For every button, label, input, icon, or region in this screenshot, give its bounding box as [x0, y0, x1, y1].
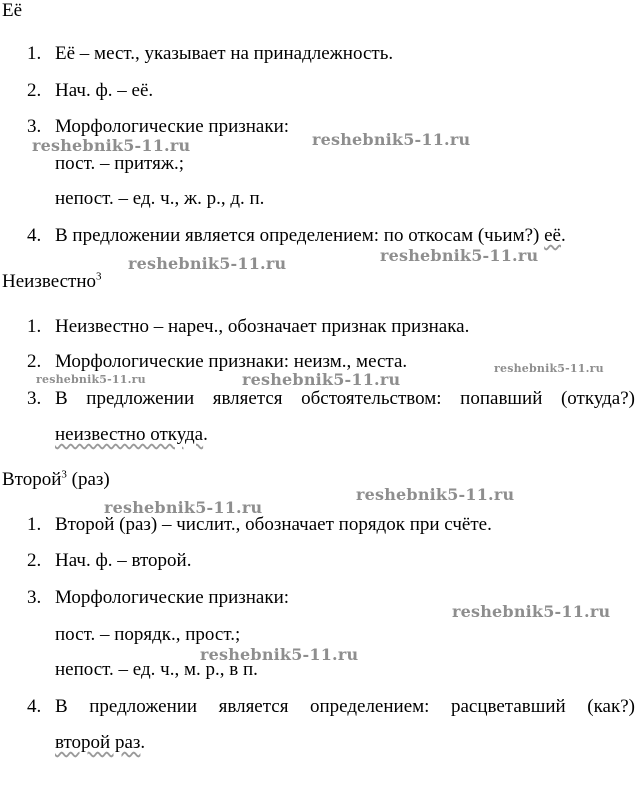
item-text: В предложении является определением: по откосам (чьим?) [55, 225, 545, 246]
section-heading-neizvestno [2, 271, 102, 293]
heading-tail: (раз) [66, 469, 110, 490]
list-item [27, 514, 492, 536]
list-item [27, 316, 469, 338]
sub-line: непост. – ед. ч., ж. р., д. п. [55, 188, 265, 209]
list-item [27, 550, 191, 572]
punct: . [140, 732, 146, 753]
word: В [55, 696, 68, 717]
word: (как?) [587, 696, 635, 717]
item-number: 3. [27, 587, 42, 608]
item-text: Морфологические признаки: [55, 116, 290, 137]
item-number: 3. [27, 116, 42, 137]
sub-line: пост. – порядк., прост.; [55, 624, 241, 645]
item-text: Второй (раз) – числит., обозначает порядок при счёте. [55, 514, 492, 535]
watermark-text: reshebnik5-11.ru [36, 373, 146, 386]
watermark-text: reshebnik5-11.ru [128, 254, 287, 273]
word: обстоятельством: [301, 388, 442, 409]
word: является [218, 696, 289, 717]
heading-text: Неизвестно [2, 271, 96, 292]
word: попавший [460, 388, 543, 409]
marked-phrase: второй раз [55, 732, 141, 753]
list-item [27, 43, 393, 65]
word: расцветавший [450, 696, 566, 717]
watermark-text: reshebnik5-11.ru [32, 136, 191, 155]
word: предложении [89, 696, 198, 717]
watermark-text: reshebnik5-11.ru [200, 645, 359, 664]
list-item [27, 696, 635, 718]
sub-line: непост. – ед. ч., м. р., в п. [55, 659, 258, 680]
item-text: Её – мест., указывает на принадлежность. [55, 43, 394, 64]
item-text: Неизвестно – нареч., обозначает признак признака. [55, 316, 470, 337]
heading-text: Второй [2, 469, 62, 490]
item-number: 4. [27, 696, 42, 717]
watermark-text: reshebnik5-11.ru [356, 485, 515, 504]
list-item [27, 587, 289, 609]
word: определением: [310, 696, 430, 717]
list-item [27, 116, 289, 138]
word: (откуда?) [560, 388, 635, 409]
item-number: 1. [27, 43, 42, 64]
sub-line: пост. – притяж.; [55, 153, 184, 174]
item-text: Морфологические признаки: [55, 587, 290, 608]
heading-sup: 3 [61, 468, 67, 481]
watermark-text: reshebnik5-11.ru [380, 246, 539, 265]
word: предложении [86, 388, 195, 409]
word: В [55, 388, 68, 409]
item-number: 2. [27, 351, 42, 372]
item-text: Нач. ф. – её. [55, 80, 154, 101]
item-number: 3. [27, 388, 42, 409]
punct: . [203, 424, 208, 445]
item-number: 2. [27, 550, 42, 571]
list-item [27, 80, 153, 102]
list-item [27, 388, 635, 410]
item-text: Нач. ф. – второй. [55, 550, 192, 571]
item-number: 4. [27, 225, 42, 246]
punct: . [560, 225, 566, 246]
section-heading-vtoroy [2, 469, 110, 491]
watermark-text: reshebnik5-11.ru [104, 498, 263, 517]
continuation-line [55, 732, 145, 754]
marked-phrase: неизвестно откуда [55, 424, 204, 445]
section-heading-ee: Её [2, 0, 23, 21]
item-text: Морфологические признаки: неизм., места. [55, 351, 408, 372]
watermark-text: reshebnik5-11.ru [494, 362, 604, 375]
watermark-text: reshebnik5-11.ru [452, 602, 611, 621]
watermark-text: reshebnik5-11.ru [242, 370, 401, 389]
continuation-line [55, 424, 208, 446]
marked-word: её [544, 225, 561, 246]
item-number: 2. [27, 80, 42, 101]
word: является [212, 388, 283, 409]
heading-sup: 3 [96, 270, 102, 283]
list-item [27, 225, 566, 247]
item-number: 1. [27, 514, 42, 535]
watermark-text: reshebnik5-11.ru [312, 130, 471, 149]
item-number: 1. [27, 316, 42, 337]
